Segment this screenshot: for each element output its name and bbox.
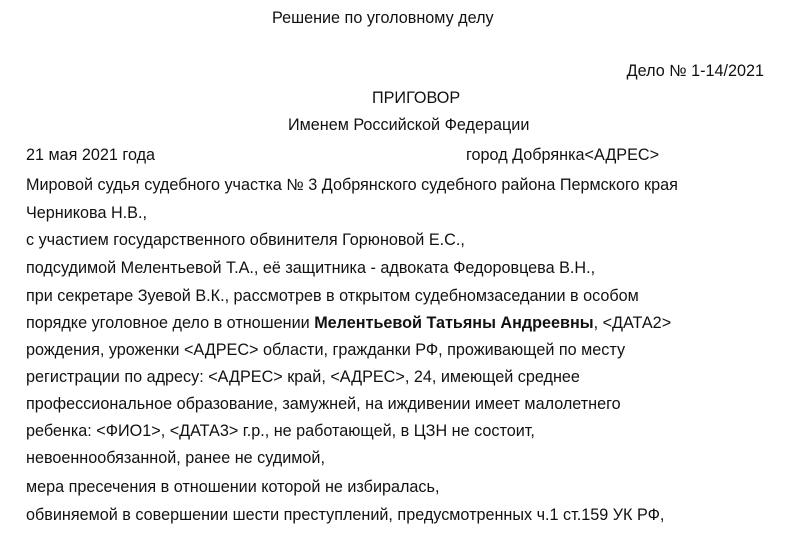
verdict-city: город Добрянка<АДРЕС> (466, 146, 660, 164)
text-line: с участием государственного обвинителя Горюновой Е.С., (26, 231, 465, 249)
text-line: мера пресечения в отношении которой не избиралась, (26, 478, 440, 496)
document-heading: Решение по уголовному делу (272, 9, 494, 27)
paragraph-line: ребенка: <ФИО1>, <ДАТА3> г.р., не работающей, в ЦЗН не состоит, (26, 422, 535, 440)
text-line: подсудимой Мелентьевой Т.А., её защитника - адвоката Федоровцева В.Н., (26, 259, 596, 277)
paragraph-line: регистрации по адресу: <АДРЕС> край, <АДРЕС>, 24, имеющей среднее (26, 368, 580, 386)
text-line: невоеннообязанной, ранее не судимой, (26, 449, 325, 467)
paragraph-line: профессиональное образование, замужней, на иждивении имеет малолетнего (26, 395, 621, 413)
case-number: Дело № 1-14/2021 (626, 62, 764, 80)
paragraph-line (26, 313, 766, 333)
verdict-title: ПРИГОВОР (372, 89, 461, 107)
paragraph-line: рождения, уроженки <АДРЕС> области, гражданки РФ, проживающей по месту (26, 341, 626, 359)
text-line: обвиняемой в совершении шести преступлений, предусмотренных ч.1 ст.159 УК РФ, (26, 506, 665, 524)
verdict-date: 21 мая 2021 года (26, 146, 156, 164)
defendant-name: Мелентьевой Татьяны Андреевны (314, 314, 594, 332)
paragraph-text: , <ДАТА2> (593, 314, 672, 332)
paragraph-text: порядке уголовное дело в отношении (26, 314, 315, 332)
paragraph-line: при секретаре Зуевой В.К., рассмотрев в открытом судебномзаседании в особом (26, 287, 639, 305)
in-name-of-federation: Именем Российской Федерации (288, 116, 530, 134)
text-line: Мировой судья судебного участка № 3 Добрянского судебного района Пермского края (26, 176, 678, 194)
text-line: Черникова Н.В., (26, 204, 147, 222)
